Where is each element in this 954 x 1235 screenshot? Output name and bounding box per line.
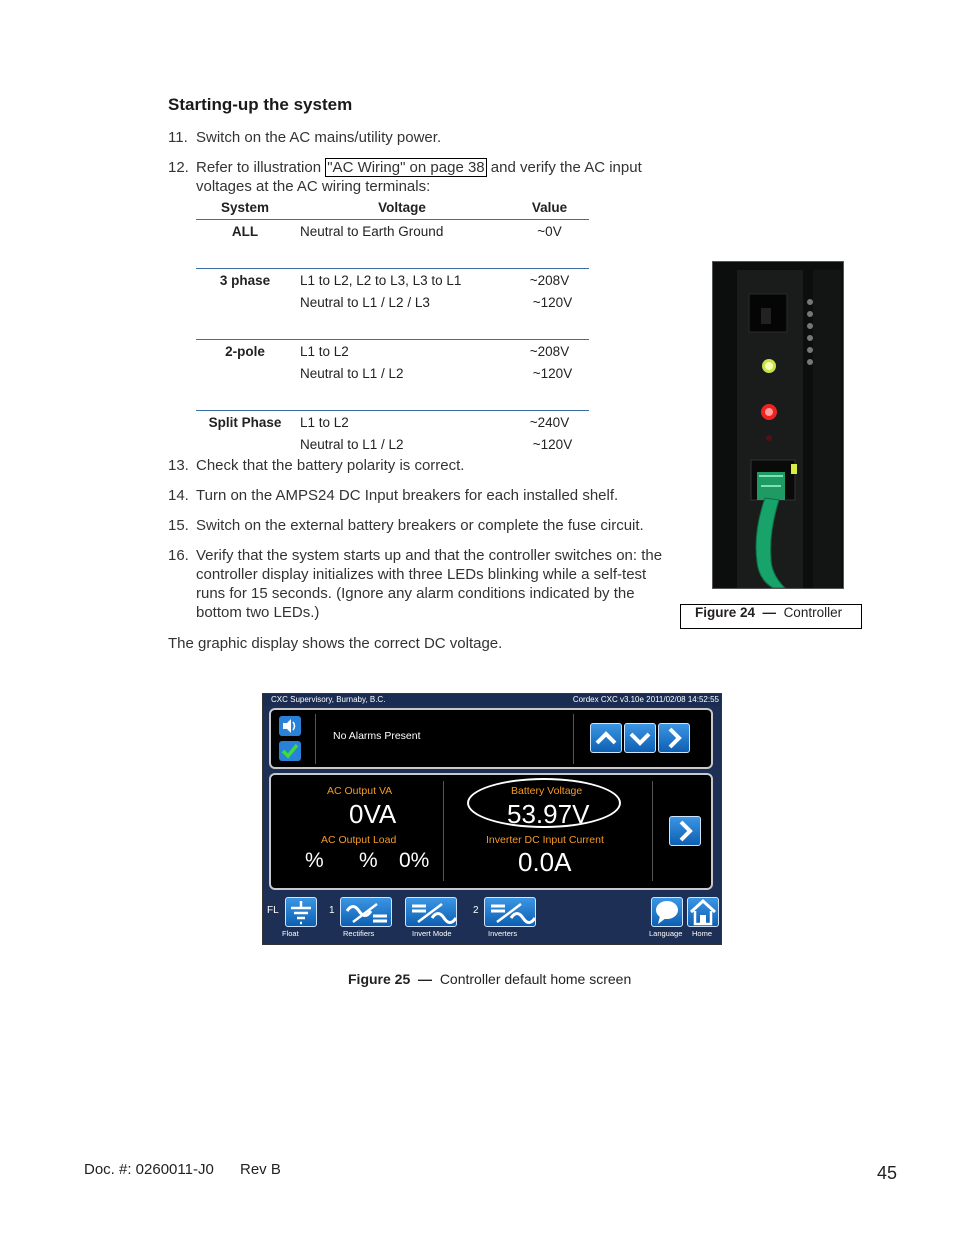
alarm-status: No Alarms Present — [333, 730, 421, 742]
home-icon — [688, 898, 718, 926]
inverter-current-value: 0.0A — [518, 847, 572, 877]
inverter-icon — [485, 898, 535, 926]
table-header-row — [196, 198, 589, 220]
home-label: Home — [692, 929, 713, 938]
table-row: Neutral to L1 / L2 ~120V — [300, 437, 573, 452]
step-number: 11. — [168, 129, 188, 146]
revision: Rev B — [240, 1161, 281, 1178]
section-title: Starting-up the system — [168, 95, 353, 114]
controller-screen — [262, 693, 722, 945]
figure-24-caption: Figure 24 — Controller — [680, 604, 862, 629]
table-row: 3 phase L1 to L2, L2 to L3, L3 to L1 ~208V — [219, 273, 570, 288]
step-text: Verify that the system starts up and that the controller switches on: the controller display initializes with three LEDs blinking while a self-test runs for 15 seconds. (Ignore any alarm conditions indicated by the bottom two LEDs.) — [196, 547, 663, 621]
step-12 — [168, 158, 668, 198]
chevron-right-icon — [659, 724, 689, 752]
language-label: Language — [649, 929, 683, 938]
ac-wiring-link[interactable]: "AC Wiring" on page 38 — [327, 159, 485, 176]
divider — [573, 714, 574, 764]
step-text-pre: Refer to illustration — [196, 159, 326, 176]
step-number: 14. — [168, 487, 189, 504]
screen-title-bar — [263, 694, 721, 706]
document-number: Doc. #: 0260011-J0 — [84, 1161, 214, 1178]
divider — [443, 781, 444, 881]
table-row-spacer — [196, 388, 589, 411]
float-label: Float — [282, 929, 299, 938]
step-text: Turn on the AMPS24 DC Input breakers for each installed shelf. — [196, 487, 619, 504]
step-text: Switch on the AC mains/utility power. — [196, 129, 442, 146]
rectifier-icon — [341, 898, 391, 926]
language-button[interactable] — [651, 897, 683, 927]
rectifiers-label: Rectifiers — [343, 929, 375, 938]
next-button[interactable] — [658, 723, 690, 753]
header-voltage: Voltage — [294, 198, 510, 220]
step-number: 12. — [168, 159, 189, 176]
scroll-up-button[interactable] — [590, 723, 622, 753]
float-ground-icon — [286, 898, 316, 926]
alarm-panel — [269, 708, 713, 769]
load-value-3: 0% — [399, 849, 430, 872]
ac-output-va-value: 0VA — [349, 799, 397, 829]
figure-caption: Controller — [783, 605, 843, 620]
table-row-spacer — [196, 317, 589, 340]
invert-mode-icon — [406, 898, 456, 926]
step-16 — [168, 546, 668, 626]
invert-mode-button[interactable] — [405, 897, 457, 927]
readings-panel — [269, 773, 713, 890]
closing-text: The graphic display shows the correct DC voltage. — [168, 635, 503, 652]
step-text: Switch on the external battery breakers or complete the fuse circuit. — [196, 517, 644, 534]
battery-voltage-value: 53.97V — [507, 799, 590, 829]
table-row: Neutral to L1 / L2 ~120V — [300, 366, 573, 381]
figure-label: Figure 24 — [695, 605, 756, 620]
header-system: System — [196, 198, 294, 220]
figure-caption: Controller default home screen — [439, 971, 632, 987]
rectifier-count: 1 — [329, 905, 335, 916]
page-number: 45 — [877, 1163, 898, 1183]
float-button[interactable] — [285, 897, 317, 927]
screen-version: Cordex CXC v3.10e 2011/02/08 14:52:55 — [572, 695, 719, 704]
table-row: ALL Neutral to Earth Ground ~0V — [231, 224, 562, 239]
voltage-table — [196, 198, 589, 459]
scroll-down-button[interactable] — [624, 723, 656, 753]
ac-output-va-label: AC Output VA — [327, 785, 393, 797]
home-button[interactable] — [687, 897, 719, 927]
inverters-label: Inverters — [488, 929, 518, 938]
divider — [652, 781, 653, 881]
speaker-icon[interactable] — [279, 716, 301, 736]
step-number: 15. — [168, 517, 189, 534]
inverter-count: 2 — [473, 905, 479, 916]
battery-voltage-label: Battery Voltage — [511, 785, 583, 797]
step-text-post: and verify the AC input voltages at the AC wiring terminals: — [196, 159, 642, 195]
checkmark-icon[interactable] — [279, 741, 301, 761]
step-number: 16. — [168, 547, 189, 564]
controller-photo — [712, 261, 844, 589]
table-row: 2-pole L1 to L2 ~208V — [225, 344, 570, 359]
chevron-up-icon — [591, 724, 621, 752]
chevron-right-icon — [670, 817, 700, 845]
chevron-down-icon — [625, 724, 655, 752]
screen-site-name: CXC Supervisory, Burnaby, B.C. — [271, 695, 386, 704]
step-text: Check that the battery polarity is correct. — [196, 457, 465, 474]
rectifiers-button[interactable] — [340, 897, 392, 927]
figure-label: Figure 25 — [348, 971, 411, 987]
float-indicator: FL — [267, 905, 279, 916]
figure-25-caption: Figure 25 — Controller default home screen — [348, 971, 632, 987]
header-value: Value — [510, 198, 589, 220]
inverters-button[interactable] — [484, 897, 536, 927]
invert-mode-label: Invert Mode — [412, 929, 452, 938]
step-number: 13. — [168, 457, 189, 474]
ac-output-load-label: AC Output Load — [321, 834, 397, 846]
divider — [315, 714, 316, 764]
table-row-spacer — [196, 246, 589, 269]
inverter-current-label: Inverter DC Input Current — [486, 834, 604, 846]
readings-next-button[interactable] — [669, 816, 701, 846]
load-value-2: % — [359, 849, 378, 872]
speech-bubble-icon — [652, 898, 682, 926]
table-row: Split Phase L1 to L2 ~240V — [208, 415, 570, 430]
load-value-1: % — [305, 849, 324, 872]
table-row: Neutral to L1 / L2 / L3 ~120V — [300, 295, 573, 310]
